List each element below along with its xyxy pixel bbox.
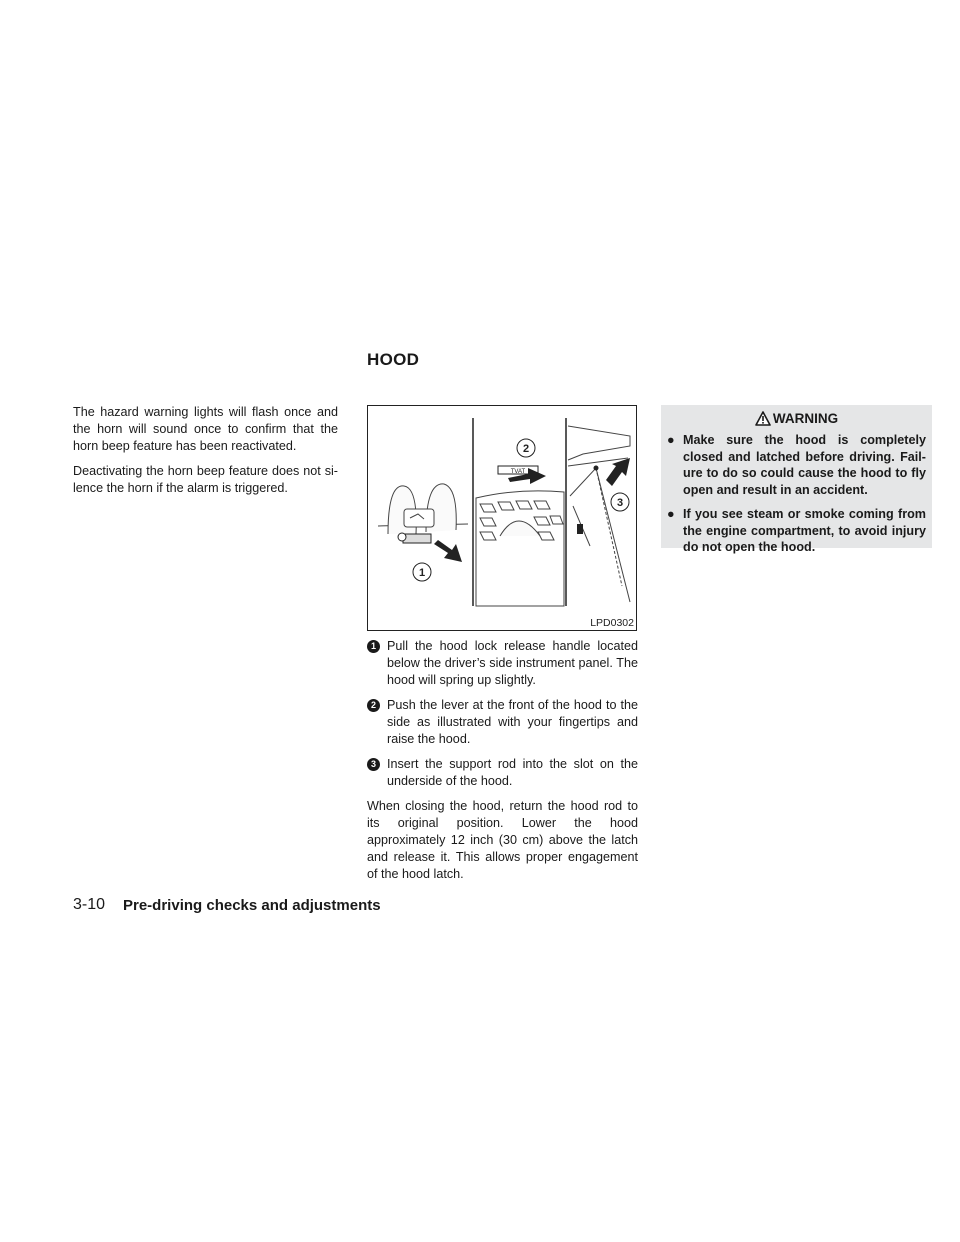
bullet-icon: ●: [667, 433, 675, 447]
warning-item: [667, 506, 926, 556]
hood-opening-steps: [367, 638, 638, 883]
step-item: [367, 697, 638, 748]
step-text: Pull the hood lock release handle located below the driver’s side instrument panel. The hood will spring up slightly.: [387, 639, 638, 687]
callout-1: 1: [418, 567, 426, 579]
warning-triangle-icon: [755, 411, 771, 426]
step-text: Insert the support rod into the slot on the underside of the hood.: [387, 757, 638, 788]
hood-release-illustration: [367, 405, 637, 631]
figure-code: LPD0302: [590, 617, 634, 629]
paragraph-horn-deactivated: Deactivating the horn beep feature does not si-lence the horn if the alarm is triggered.: [73, 464, 338, 495]
callout-2: 2: [522, 443, 530, 455]
bullet-icon: ●: [667, 507, 675, 521]
intro-text-column: [73, 404, 338, 505]
warning-box: [661, 405, 932, 554]
step-text: Push the lever at the front of the hood to the side as illustrated with your fingertips and raise the hood.: [387, 698, 638, 746]
svg-text:TVAT: TVAT: [510, 469, 526, 475]
page-number: 3-10: [73, 896, 106, 913]
section-title: HOOD: [367, 350, 420, 369]
step-item: [367, 756, 638, 790]
callout-3: 3: [616, 497, 624, 509]
step-number-badge: 1: [367, 640, 380, 653]
warning-item-text: Make sure the hood is completely closed and latched before driving. Fail-ure to do so could cause the hood to fly open and result in an accident.: [683, 433, 926, 497]
step-number-badge: 3: [367, 758, 380, 771]
warning-item-text: If you see steam or smoke coming from the engine compartment, to avoid injury do not open the hood.: [683, 507, 926, 554]
closing-paragraph: When closing the hood, return the hood rod to its original position. Lower the hood approximately 12 inch (30 cm) above the latch and release it. This allows proper engagement of the hood latch.: [367, 799, 638, 881]
warning-item: [667, 432, 926, 498]
paragraph-horn-reactivated: The hazard warning lights will flash once and the horn will sound once to confirm that the horn beep feature has been reactivated.: [73, 405, 338, 453]
step-number-badge: 2: [367, 699, 380, 712]
warning-heading: [667, 411, 926, 426]
hood-release-drawing: [368, 406, 636, 630]
step-item: [367, 638, 638, 689]
chapter-title: Pre-driving checks and adjustments: [123, 897, 381, 914]
warning-heading-label: WARNING: [772, 411, 839, 426]
